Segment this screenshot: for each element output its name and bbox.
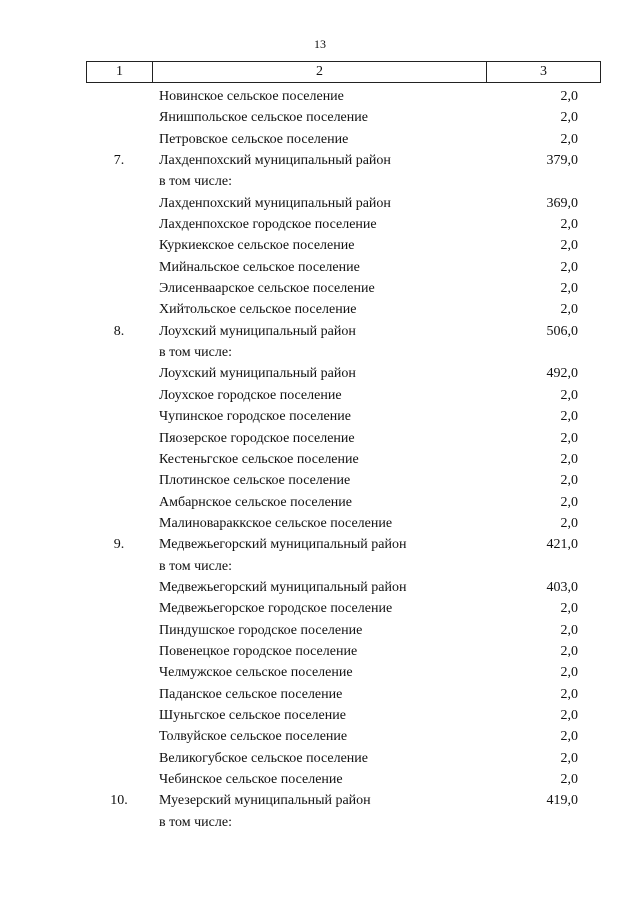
row-value: 419,0: [546, 793, 578, 809]
table-row: [86, 556, 600, 577]
row-value: 2,0: [560, 131, 578, 147]
row-name: Петровское сельское поселение: [159, 131, 349, 147]
row-name: Челмужское сельское поселение: [159, 665, 353, 681]
row-name: Лахденпохский муниципальный район: [159, 195, 391, 211]
table-row: [86, 193, 600, 214]
column-header-table: [86, 61, 601, 83]
row-number: 8.: [113, 323, 125, 339]
table-row: [86, 385, 600, 406]
row-value: 2,0: [560, 665, 578, 681]
row-value: 2,0: [560, 387, 578, 403]
table-row: [86, 257, 600, 278]
row-name: Пиндушское городское поселение: [159, 622, 363, 638]
row-name: Медвежьегорское городское поселение: [159, 601, 393, 617]
row-number: 7.: [113, 153, 125, 169]
row-value: 2,0: [560, 772, 578, 787]
table-row: [86, 534, 600, 555]
row-name: Плотинское сельское поселение: [159, 473, 351, 489]
row-name: Медвежьегорский муниципальный район: [159, 537, 407, 553]
column-header-row: [87, 62, 601, 83]
row-value: 2,0: [560, 622, 578, 638]
table-row: [86, 812, 600, 833]
row-name: Повенецкое городское поселение: [159, 643, 358, 659]
row-value: 2,0: [560, 473, 578, 489]
row-name: Чупинское городское поселение: [159, 409, 351, 425]
row-name: Лоухское городское поселение: [159, 387, 342, 403]
row-value: 506,0: [546, 323, 578, 339]
table-row: [86, 171, 600, 192]
row-name: в том числе:: [159, 814, 232, 830]
row-value: 2,0: [560, 110, 578, 126]
row-value: 2,0: [560, 750, 578, 766]
row-value: 492,0: [546, 366, 578, 382]
row-value: 2,0: [560, 707, 578, 723]
table-row: [86, 684, 600, 705]
column-header-number: 1: [87, 62, 153, 83]
row-name: в том числе:: [159, 345, 232, 361]
table-row: [86, 769, 600, 790]
row-value: 403,0: [546, 579, 578, 595]
row-name: Великогубское сельское поселение: [159, 750, 368, 766]
row-name: Элисенваарское сельское поселение: [159, 281, 375, 297]
table-row: [86, 299, 600, 320]
row-value: 2,0: [560, 89, 578, 104]
row-value: 2,0: [560, 515, 578, 531]
row-name: Медвежьегорский муниципальный район: [159, 579, 407, 595]
table-row: [86, 790, 600, 811]
row-name: Пяозерское городское поселение: [159, 430, 355, 446]
table-row: [86, 86, 600, 107]
row-value: 2,0: [560, 302, 578, 318]
row-name: Куркиекское сельское поселение: [159, 238, 355, 254]
row-name: Муезерский муниципальный район: [159, 793, 371, 809]
table-row: [86, 641, 600, 662]
table-row: [86, 129, 600, 150]
column-header-value: 3: [487, 62, 601, 83]
row-value: 421,0: [546, 537, 578, 553]
table-row: [86, 321, 600, 342]
row-name: Лахденпохский муниципальный район: [159, 153, 391, 169]
row-value: 2,0: [560, 729, 578, 745]
table-row: [86, 449, 600, 470]
row-value: 2,0: [560, 451, 578, 467]
table-row: [86, 428, 600, 449]
row-value: 379,0: [546, 153, 578, 169]
row-name: Чебинское сельское поселение: [159, 772, 343, 787]
row-value: 2,0: [560, 409, 578, 425]
row-value: 369,0: [546, 195, 578, 211]
table-row: [86, 406, 600, 427]
table-row: [86, 748, 600, 769]
table-row: [86, 278, 600, 299]
page-number: 13: [314, 37, 326, 51]
row-number: 10.: [110, 793, 128, 809]
row-name: Толвуйское сельское поселение: [159, 729, 348, 745]
table-row: [86, 107, 600, 128]
table-row: [86, 705, 600, 726]
row-name: Янишпольское сельское поселение: [159, 110, 368, 126]
row-name: Лоухский муниципальный район: [159, 366, 356, 382]
row-value: 2,0: [560, 494, 578, 510]
table-row: [86, 726, 600, 747]
table-row: [86, 620, 600, 641]
row-name: Паданское сельское поселение: [159, 686, 343, 702]
row-name: Лоухский муниципальный район: [159, 323, 356, 339]
row-value: 2,0: [560, 430, 578, 446]
table-row: [86, 470, 600, 491]
table-row: [86, 342, 600, 363]
table-row: [86, 577, 600, 598]
row-value: 2,0: [560, 686, 578, 702]
table-row: [86, 598, 600, 619]
row-value: 2,0: [560, 238, 578, 254]
row-name: Мийнальское сельское поселение: [159, 259, 360, 275]
row-name: Амбарнское сельское поселение: [159, 494, 352, 510]
row-name: в том числе:: [159, 174, 232, 190]
row-value: 2,0: [560, 643, 578, 659]
row-value: 2,0: [560, 281, 578, 297]
table-row: [86, 662, 600, 683]
row-number: 9.: [113, 537, 125, 553]
table-row: [86, 492, 600, 513]
column-header-name: 2: [153, 62, 487, 83]
row-value: 2,0: [560, 259, 578, 275]
row-name: Шуньгское сельское поселение: [159, 707, 346, 723]
table-row: [86, 235, 600, 256]
row-name: Кестеньгское сельское поселение: [159, 451, 359, 467]
row-value: 2,0: [560, 217, 578, 233]
table-row: [86, 214, 600, 235]
table-row: [86, 150, 600, 171]
table-row: [86, 363, 600, 384]
table-body: [86, 86, 600, 833]
row-name: Новинское сельское поселение: [159, 89, 344, 104]
row-name: Малиновараккское сельское поселение: [159, 515, 393, 531]
row-value: 2,0: [560, 601, 578, 617]
table-row: [86, 513, 600, 534]
row-name: Лахденпохское городское поселение: [159, 217, 377, 233]
row-name: Хийтольское сельское поселение: [159, 302, 357, 318]
row-name: в том числе:: [159, 558, 232, 574]
